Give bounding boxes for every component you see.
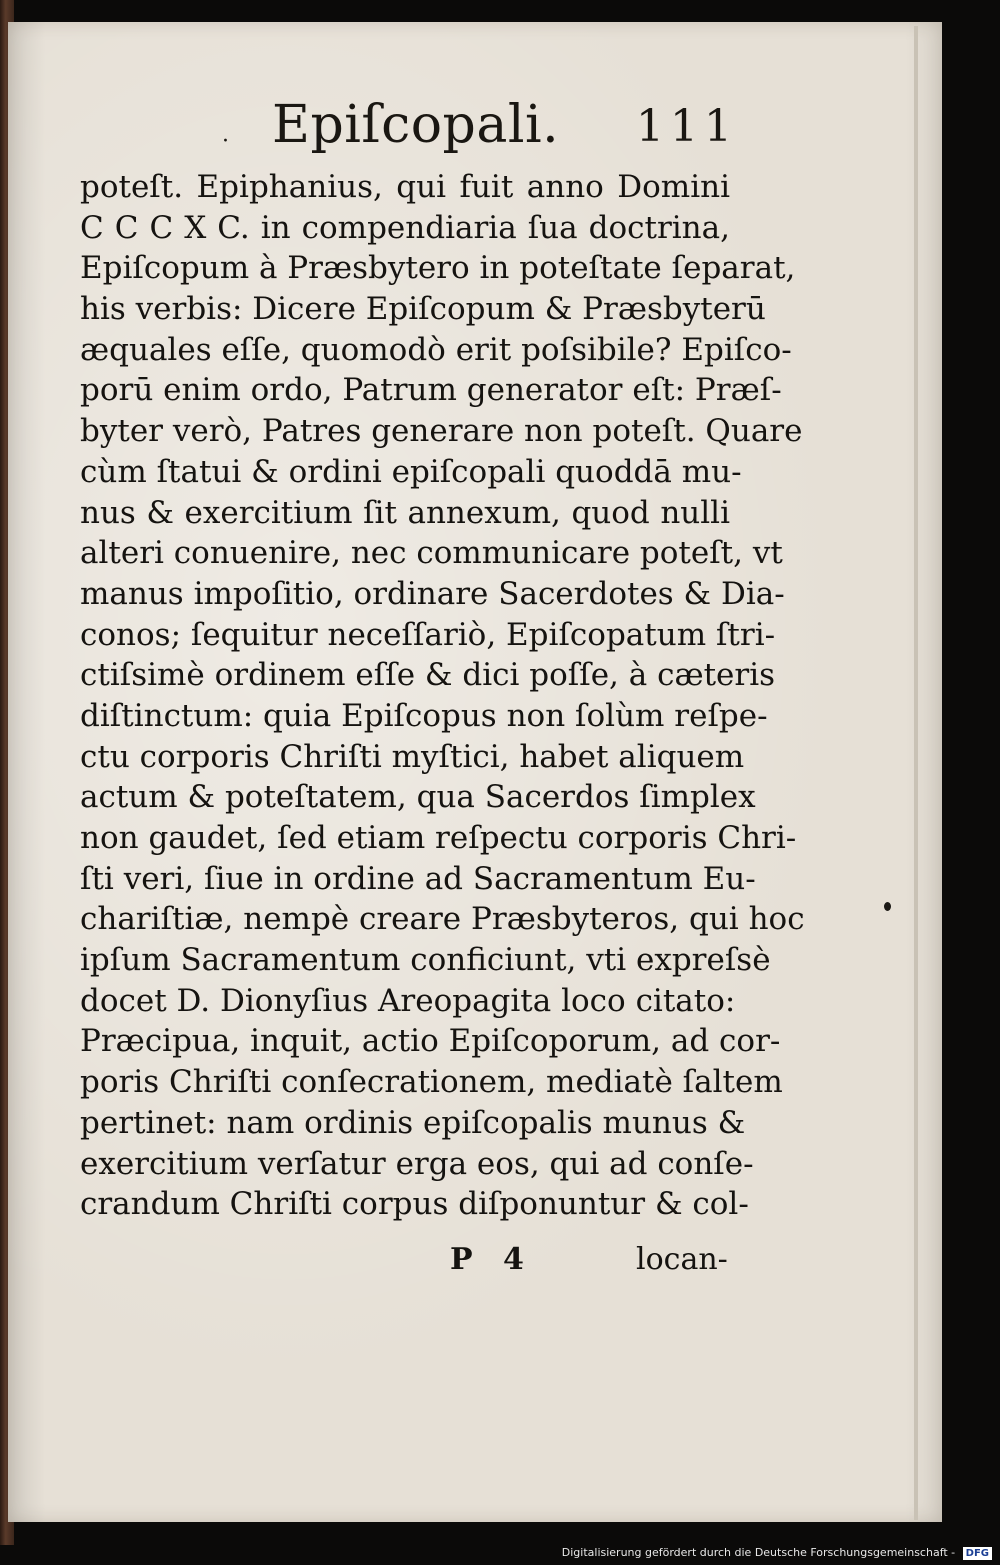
page-header — [222, 95, 738, 165]
text-line: diſtinctum: quia Epiſcopus non ſolùm reſpe- — [80, 697, 768, 734]
text-line: actum & poteſtatem, qua Sacerdos ſimplex — [80, 779, 756, 816]
text-line: ipſum Sacramentum conficiunt, vti expreſsè — [80, 942, 771, 979]
text-line: Præcipua, inquit, actio Epiſcoporum, ad cor- — [80, 1023, 781, 1060]
text-line: alteri conuenire, nec communicare poteſt, vt — [80, 535, 783, 572]
text-line: æquales eſſe, quomodò erit poſsibile? Epiſco- — [80, 331, 792, 368]
credit-text: Digitalisierung gefördert durch die Deutsche Forschungsgemeinschaft - — [561, 1546, 956, 1559]
text-line: manus impoſitio, ordinare Sacerdotes & Dia- — [80, 575, 785, 612]
text-line: cùm ſtatui & ordini epiſcopali quoddā mu- — [80, 453, 742, 490]
text-line: C C C X C. in compendiaria ſua doctrina, — [80, 209, 730, 246]
text-line: exercitium verſatur erga eos, qui ad conſe- — [80, 1145, 754, 1182]
text-line: poteſt. Epiphanius, qui fuit anno Domini — [80, 169, 730, 205]
text-line: pertinet: nam ordinis epiſcopalis munus & — [80, 1104, 746, 1141]
catchword: locan- — [636, 1242, 728, 1277]
text-line: ctu corporis Chriſti myſtici, habet aliquem — [80, 738, 745, 775]
body-text — [80, 167, 805, 1225]
text-line: docet D. Dionyſius Areopagita loco citato: — [80, 982, 736, 1019]
text-line: ctiſsimè ordinem eſſe & dici poſſe, à cæteris — [80, 657, 776, 694]
text-line: Epiſcopum à Præsbytero in poteſtate ſeparat, — [80, 250, 796, 287]
page-number: 111 — [636, 101, 738, 152]
digitization-credit — [562, 1545, 992, 1561]
page-edge — [914, 26, 918, 1520]
text-line: his verbis: Dicere Epiſcopum & Præsbyterū — [80, 291, 766, 328]
text-line: nus & exercitium ſit annexum, quod nulli — [80, 494, 730, 531]
text-line: byter verò, Patres generare non poteſt. Quare — [80, 413, 803, 450]
text-line: poris Chriſti conſecrationem, mediatè ſaltem — [80, 1064, 783, 1101]
signature-mark: P 4 — [450, 1242, 534, 1277]
page-footer — [80, 1242, 730, 1286]
dfg-logo: DFG — [963, 1547, 992, 1560]
text-line: ſti veri, ſiue in ordine ad Sacramentum Eu- — [80, 860, 756, 897]
text-line: conos; ſequitur neceſſariò, Epiſcopatum ſtri- — [80, 616, 776, 653]
running-title: Epiſcopali. — [272, 95, 560, 155]
text-line: chariſtiæ, nempè creare Præsbyteros, qui hoc — [80, 901, 805, 938]
text-line: porū enim ordo, Patrum generator eſt: Præſ- — [80, 372, 782, 409]
header-ornament-dot: · — [222, 129, 229, 154]
text-line: crandum Chriſti corpus diſponuntur & col- — [80, 1186, 749, 1223]
text-line: non gaudet, ſed etiam reſpectu corporis Chri- — [80, 820, 797, 856]
ink-speck — [884, 902, 891, 911]
